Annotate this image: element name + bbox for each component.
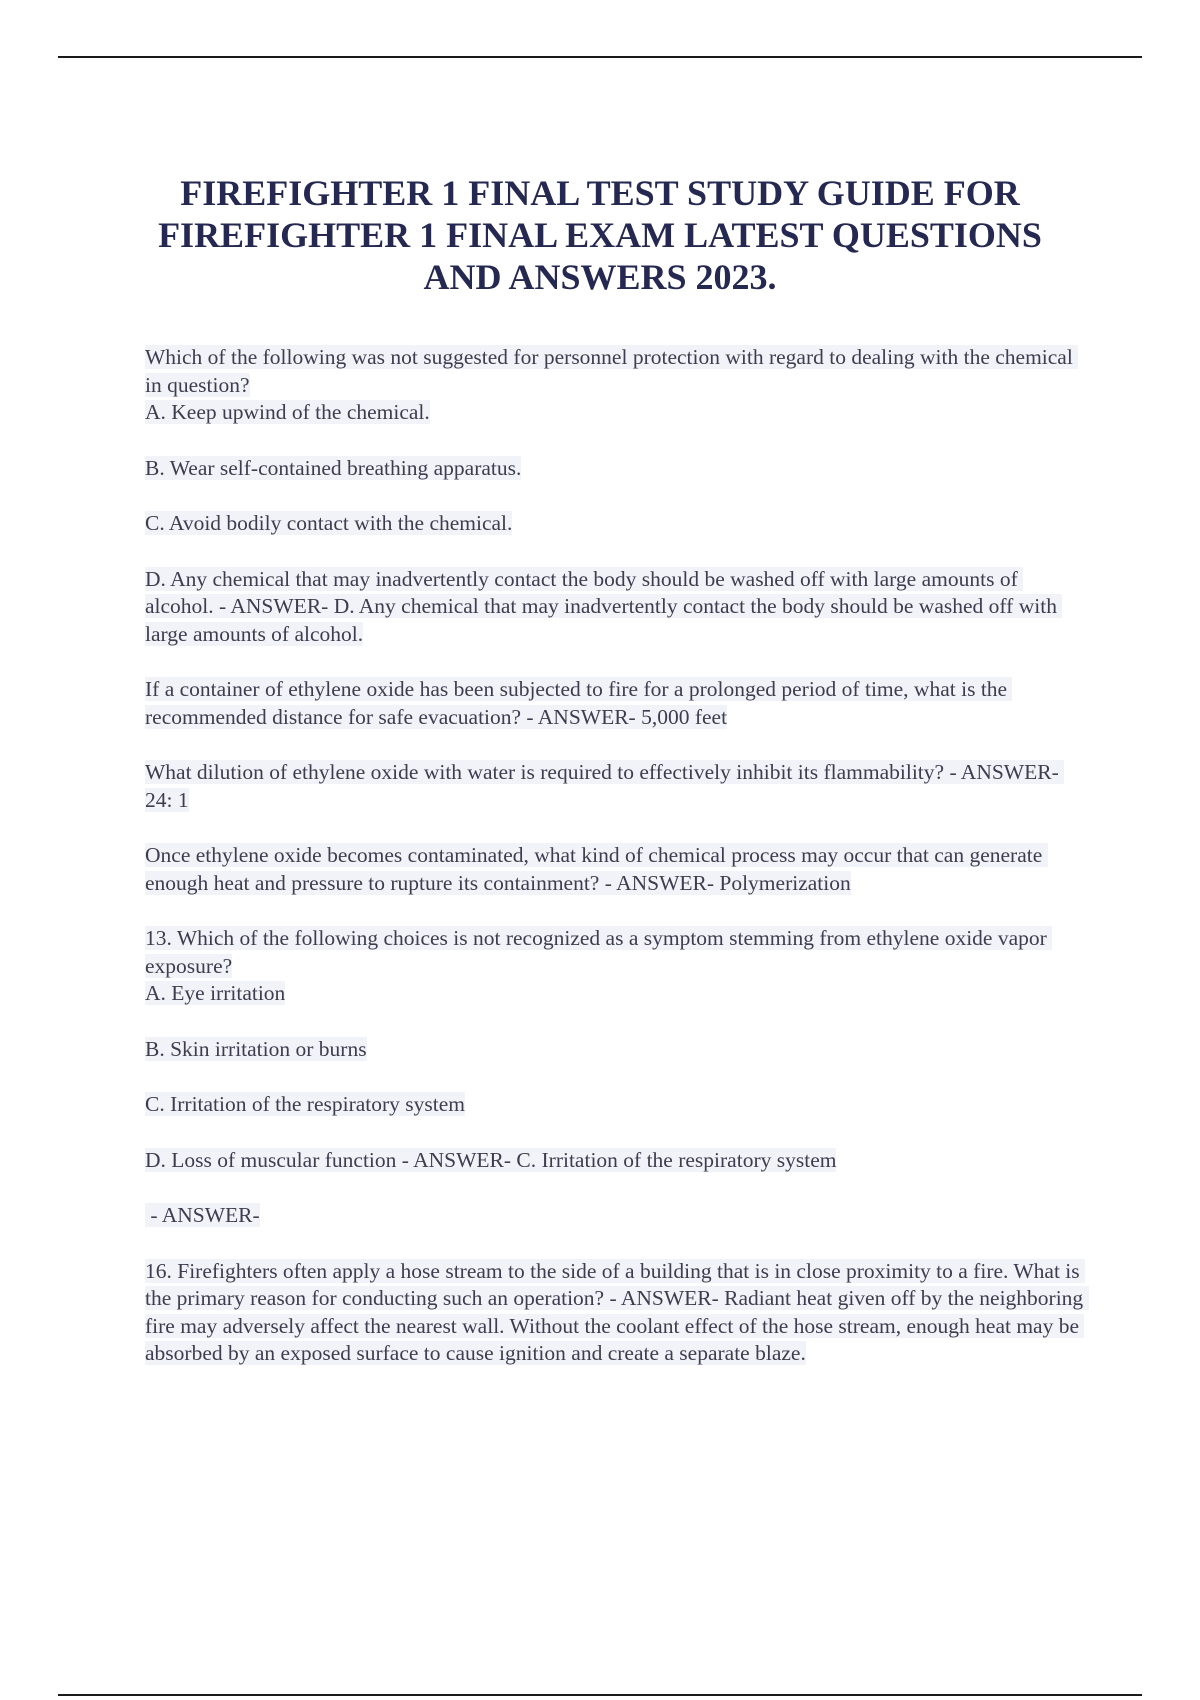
paragraph-text: B. Skin irritation or burns	[145, 1036, 367, 1061]
paragraph-text: D. Loss of muscular function - ANSWER- C. Irritation of the respiratory system	[145, 1147, 837, 1172]
paragraph	[145, 676, 1085, 731]
paragraph	[145, 1036, 1085, 1064]
paragraph	[145, 455, 1085, 483]
paragraph-text: Which of the following was not suggested for personnel protection with regard to dealing with the chemical in question? A. Keep upwind of the chemical.	[145, 345, 1078, 424]
paragraph-text: D. Any chemical that may inadvertently contact the body should be washed off with large amounts of alcohol. - ANSWER- D. Any chemical that may inadvertently contact the body should be washed off with large amounts of alcohol.	[145, 566, 1063, 646]
paragraph-text: Once ethylene oxide becomes contaminated, what kind of chemical process may occur that can generate enough heat and pressure to rupture its containment? - ANSWER- Polymerization	[145, 843, 1048, 895]
paragraph-text: C. Avoid bodily contact with the chemical.	[145, 511, 513, 535]
paragraph-text: C. Irritation of the respiratory system	[145, 1092, 466, 1116]
paragraph	[145, 344, 1085, 427]
paragraph	[145, 1258, 1089, 1368]
footer-rule	[58, 1694, 1142, 1696]
header-rule	[58, 56, 1142, 58]
paragraph-text: - ANSWER-	[145, 1203, 260, 1227]
paragraph-text: If a container of ethylene oxide has been subjected to fire for a prolonged period of time, what is the recommended distance for safe evacuation? - ANSWER- 5,000 feet	[145, 677, 1013, 729]
paragraph	[145, 842, 1085, 897]
paragraph-text: 13. Which of the following choices is not recognized as a symptom stemming from ethylene oxide vapor exposure? A. Eye irritation	[145, 926, 1052, 1005]
paragraph	[145, 1202, 1085, 1230]
paragraph	[145, 1091, 1085, 1119]
paragraph	[145, 925, 1085, 1008]
paragraph-text: B. Wear self-contained breathing apparatus.	[145, 455, 522, 480]
paragraph-text: What dilution of ethylene oxide with water is required to effectively inhibit its flammability? - ANSWER- 24: 1	[145, 760, 1065, 812]
paragraph	[145, 759, 1085, 814]
document-title: FIREFIGHTER 1 FINAL TEST STUDY GUIDE FOR FIREFIGHTER 1 FINAL EXAM LATEST QUESTIONS AND ANSWERS 2023.	[158, 173, 1042, 297]
paragraph-text: 16. Firefighters often apply a hose stream to the side of a building that is in close proximity to a fire. What is the primary reason for conducting such an operation? - ANSWER- Radiant heat given off by the neighboring fire may adversely affect the nearest wall. Without the coolant effect of the hose stream, enough heat may be absorbed by an exposed surface to cause ignition and create a separate blaze.	[145, 1258, 1089, 1365]
paragraph	[145, 1147, 1085, 1175]
paragraph	[145, 566, 1085, 649]
document-body	[145, 344, 1089, 1396]
paragraph	[145, 510, 1085, 538]
